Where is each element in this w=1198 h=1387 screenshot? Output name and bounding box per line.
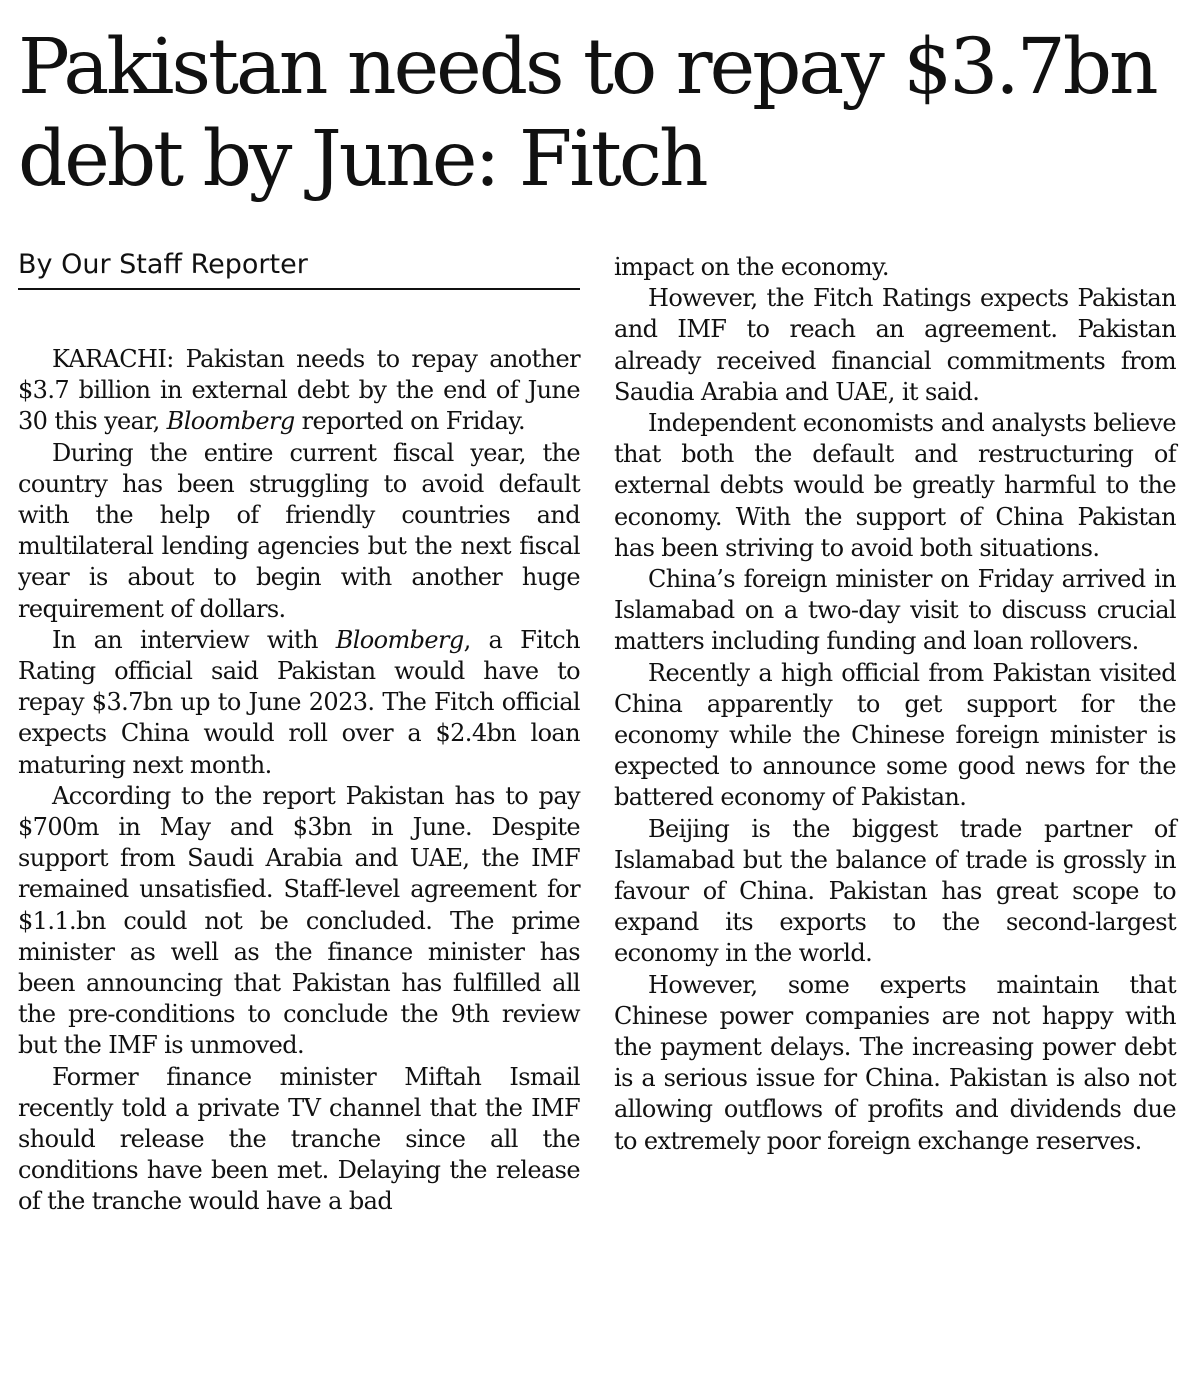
paragraph [614,658,1176,814]
paragraph [614,814,1176,970]
paragraph [614,408,1176,564]
text-run: During the entire current fiscal year, the country has been struggling to avoid default with the help of friendly countries and multilateral lending agencies but the next fiscal year is about to begin with another huge requirement of dollars. [18,438,580,623]
text-run: According to the report Pakistan has to pay $700m in May and $3bn in June. Despite support from Saudi Arabia and UAE, the IMF remained unsatisfied. Staff-level agreement for $1.1.bn could not be concluded. The prime minister as well as the finance minister has been announcing that Pakistan has fulfilled all the pre-conditions to conclude the 9th review but the IMF is unmoved. [18,781,580,1060]
text-run: impact on the economy. [614,253,889,281]
text-run: Former finance minister Miftah Ismail recently told a private TV channel that the IMF should release the tranche since all the conditions have been met. Delaying the release of the tranche would have a bad [18,1062,580,1216]
publication-name: Bloomberg [166,407,295,436]
text-run: In an interview with [52,625,336,654]
paragraph [614,564,1176,658]
text-run: However, some experts maintain that Chinese power companies are not happy with the payment delays. The increasing power debt is a serious issue for China. Pakistan is also not allowing outflows of profits and dividends due to extremely poor foreign exchange reserves. [614,970,1176,1155]
text-run: KARACHI: Pakistan needs to repay another $3.7 billion in external debt by the end of June 30 this year, [18,345,580,436]
article-column-right [614,252,1176,1157]
text-run: China’s foreign minister on Friday arrived in Islamabad on a two-day visit to discuss crucial matters including funding and loan rollovers. [614,565,1176,656]
paragraph [614,283,1176,408]
paragraph [18,1062,580,1218]
paragraph [18,781,580,1062]
paragraph-continued [614,252,1176,283]
text-run: reported on Friday. [294,407,526,436]
article-column-left [18,344,580,1218]
text-run: Beijing is the biggest trade partner of Islamabad but the balance of trade is grossly in favour of China. Pakistan has great scope to expand its exports to the second-largest economy in the world. [614,814,1176,968]
text-run: However, the Fitch Ratings expects Pakistan and IMF to reach an agreement. Pakistan already received financial commitments from Saudia Arabia and UAE, it said. [614,284,1176,406]
headline: Pakistan needs to repay $3.7bn debt by June: Fitch [18,23,1156,204]
text-run: Recently a high official from Pakistan visited China apparently to get support for the economy while the Chinese foreign minister is expected to announce some good news for the battered economy of Pakistan. [614,658,1176,812]
paragraph [18,625,580,781]
text-run: Independent economists and analysts believe that both the default and restructuring of external debts would be greatly harmful to the economy. With the support of China Pakistan has been striving to avoid both situations. [614,409,1176,562]
paragraph [614,970,1176,1157]
text-run: , a Fitch Rating official said Pakistan would have to repay $3.7bn up to June 2023. The Fitch official expects China would roll over a $2.4bn loan maturing next month. [18,625,580,779]
publication-name: Bloomberg [335,625,464,654]
byline: By Our Staff Reporter [18,246,580,290]
paragraph [18,344,580,438]
paragraph [18,438,580,625]
